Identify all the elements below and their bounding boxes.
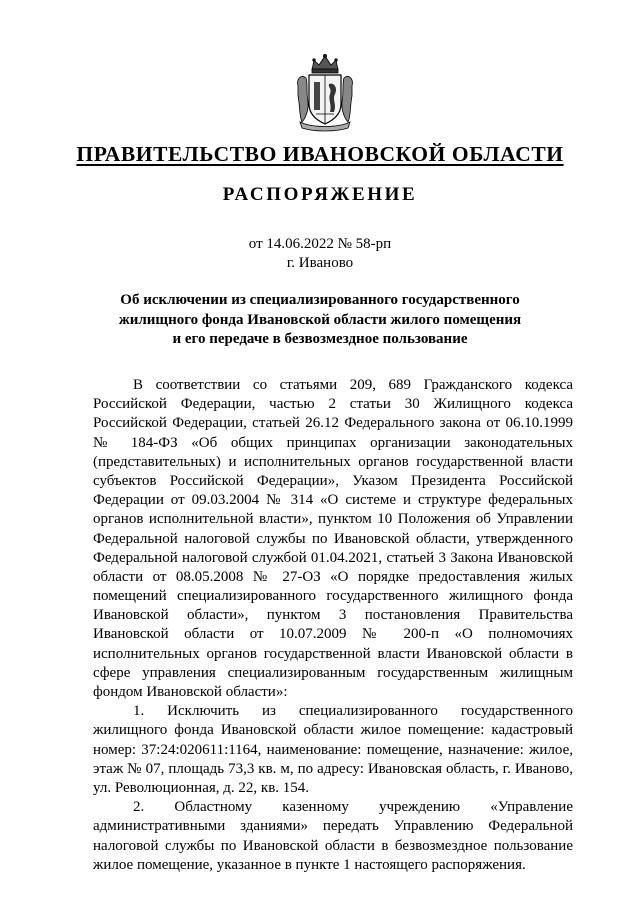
crown-icon xyxy=(312,54,338,73)
right-supporter xyxy=(342,76,353,122)
body-line: Ивановской области», пунктом 3 постановления Правительства xyxy=(93,607,573,624)
body-line: № 184-ФЗ «Об общих принципах организации законодательных xyxy=(93,434,573,451)
left-supporter xyxy=(298,76,309,122)
body-line: 1. Исключить из специализированного государственного xyxy=(133,703,573,720)
document-type: РАСПОРЯЖЕНИЕ xyxy=(222,184,418,205)
body-line: исполнительных органов государственной власти Ивановской области в xyxy=(93,645,573,662)
body-line: административными зданиями» передать Управлению Федеральной xyxy=(93,818,573,835)
heading-line: жилищного фонда Ивановской области жилого помещения xyxy=(118,311,522,328)
body-line: органов исполнительной власти», пунктом 10 Положения об Управлении xyxy=(93,511,573,528)
body-line: жилищного фонда Ивановской области жилое помещение: кадастровый xyxy=(93,722,573,739)
body-line: помещений специализированного государственного жилищного фонда xyxy=(93,588,573,605)
government-title: ПРАВИТЕЛЬСТВО ИВАНОВСКОЙ ОБЛАСТИ xyxy=(76,142,564,166)
body-line: 2. Областному казенному учреждению «Управление xyxy=(133,799,573,816)
document-date-number: от 14.06.2022 № 58-рп xyxy=(248,236,392,252)
body-line: ул. Революционная, д. 22, кв. 154. xyxy=(93,779,310,796)
body-line: жилое помещение, указанное в пункте 1 настоящего распоряжения. xyxy=(93,856,526,873)
body-line: Федеральной налоговой службы по Ивановской области, утвержденного xyxy=(93,530,573,547)
body-line: В соответствии со статьями 209, 689 Гражданского кодекса xyxy=(133,377,573,393)
body-line: (представительных) и исполнительных органов государственной власти xyxy=(93,453,573,470)
document-body xyxy=(93,376,573,875)
body-line: области от 08.05.2008 № 27-ОЗ «О порядке предоставления жилых xyxy=(93,568,573,585)
body-line: субъектов Российской Федерации», Указом Президента Российской xyxy=(93,472,573,489)
body-line: Российской Федерации, статьей 26.12 Федерального закона от 06.10.1999 xyxy=(93,415,573,432)
body-line: Федеральной налоговой службой 01.04.2021, статьей 3 Закона Ивановской xyxy=(93,549,573,566)
document-city: г. Иваново xyxy=(286,255,354,271)
body-line: сфере управления специализированным государственным жилищным xyxy=(93,664,573,681)
body-line: Российской Федерации, частью 2 статьи 30 Жилищного кодекса xyxy=(93,396,573,413)
body-line: фондом Ивановской области»: xyxy=(93,684,288,700)
document-heading xyxy=(0,291,640,350)
body-line: Ивановской области от 10.07.2009 № 200-п «О полномочиях xyxy=(93,626,573,643)
heading-line: и его передаче в безвозмездное пользование xyxy=(172,331,468,347)
body-line: Федерации от 09.03.2004 № 314 «О системе и структуре федеральных xyxy=(93,492,573,509)
heading-line: Об исключении из специализированного государственного xyxy=(120,292,520,308)
body-line: налоговой службы по Ивановской области в безвозмездное пользование xyxy=(93,837,573,854)
body-line: этаж № 07, площадь 73,3 кв. м, по адресу: Ивановская область, г. Иваново, xyxy=(93,760,573,777)
coat-of-arms-emblem xyxy=(294,52,356,132)
body-line: номер: 37:24:020611:1164, наименование: помещение, назначение: жилое, xyxy=(93,741,573,758)
